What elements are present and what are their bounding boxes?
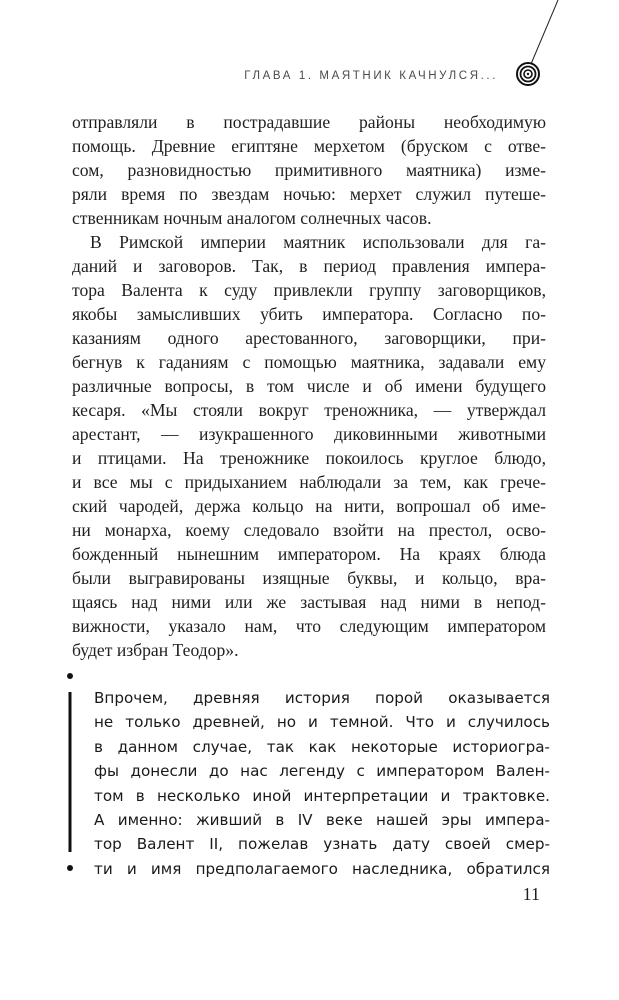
body-line: щаясь над ними или же застывая над ними в непод- <box>72 592 546 612</box>
page-number: 11 <box>522 884 540 904</box>
body-line: казаниям одного арестованного, заговорщики, при- <box>72 328 546 348</box>
sidebar-bar-icon <box>62 672 78 872</box>
sidebar-line: том в несколько иной интерпретации и трактовке. <box>94 786 550 805</box>
body-line: будет избран Теодор». <box>72 640 239 660</box>
sidebar-line: в данном случае, так как некоторые историогра- <box>94 737 550 756</box>
body-line: ни монарха, коему следовало взойти на престол, осво- <box>72 520 546 540</box>
sidebar-line: не только древней, но и темной. Что и случилось <box>94 713 550 732</box>
body-line: якобы замысливших убить императора. Согласно по- <box>72 304 546 324</box>
body-line: различные вопросы, в том числе и об имени будущего <box>72 376 546 396</box>
body-line: и птицами. На треножнике покоилось круглое блюдо, <box>72 448 546 468</box>
sidebar-note <box>62 672 550 878</box>
body-line: кесаря. «Мы стояли вокруг треножника, — утверждал <box>72 400 546 420</box>
body-line: и все мы с придыханием наблюдали за тем, как грече- <box>72 472 546 492</box>
body-line: арестант, — изукрашенного диковинными животными <box>72 424 546 444</box>
body-line: тора Валента к суду привлекли группу заговорщиков, <box>72 280 546 300</box>
body-line: В Римской империи маятник использовали для га- <box>90 232 546 252</box>
body-line: отправляли в пострадавшие районы необходимую <box>72 112 546 132</box>
body-line: даний и заговоров. Так, в период правления импера- <box>72 256 546 276</box>
body-line: божденный нынешним императором. На краях блюда <box>72 544 546 564</box>
body-line: ственникам ночным аналогом солнечных часов. <box>72 208 432 228</box>
body-line: ряли время по звездам ночью: мерхет служил путеше- <box>72 184 546 204</box>
body-line: сом, разновидностью примитивного маятника) изме- <box>72 160 546 180</box>
sidebar-line: тор Валент II, пожелав узнать дату своей смер- <box>94 835 550 854</box>
body-line: ский чародей, держа кольцо на нити, вопрошал об име- <box>72 496 546 516</box>
pendulum-spiral-icon <box>0 0 619 100</box>
sidebar-line: фы донесли до нас легенду с императором Вален- <box>94 762 550 781</box>
body-line: помощь. Древние египтяне мерхетом (бруском с отве- <box>72 136 546 156</box>
sidebar-line: ти и имя предполагаемого наследника, обратился <box>94 859 550 878</box>
body-line: вижности, указало нам, что следующим императором <box>72 616 546 636</box>
body-line: бегнув к гаданиям с помощью маятника, задавали ему <box>72 352 546 372</box>
running-head: ГЛАВА 1. МАЯТНИК КАЧНУЛСЯ... <box>244 70 498 82</box>
body-line: были выгравированы изящные буквы, и кольцо, вра- <box>72 568 546 588</box>
sidebar-line: А именно: живший в IV веке нашей эры импера- <box>94 810 550 829</box>
sidebar-text <box>94 686 550 881</box>
sidebar-line: Впрочем, древняя история порой оказывается <box>94 689 550 707</box>
body-text <box>72 110 546 662</box>
